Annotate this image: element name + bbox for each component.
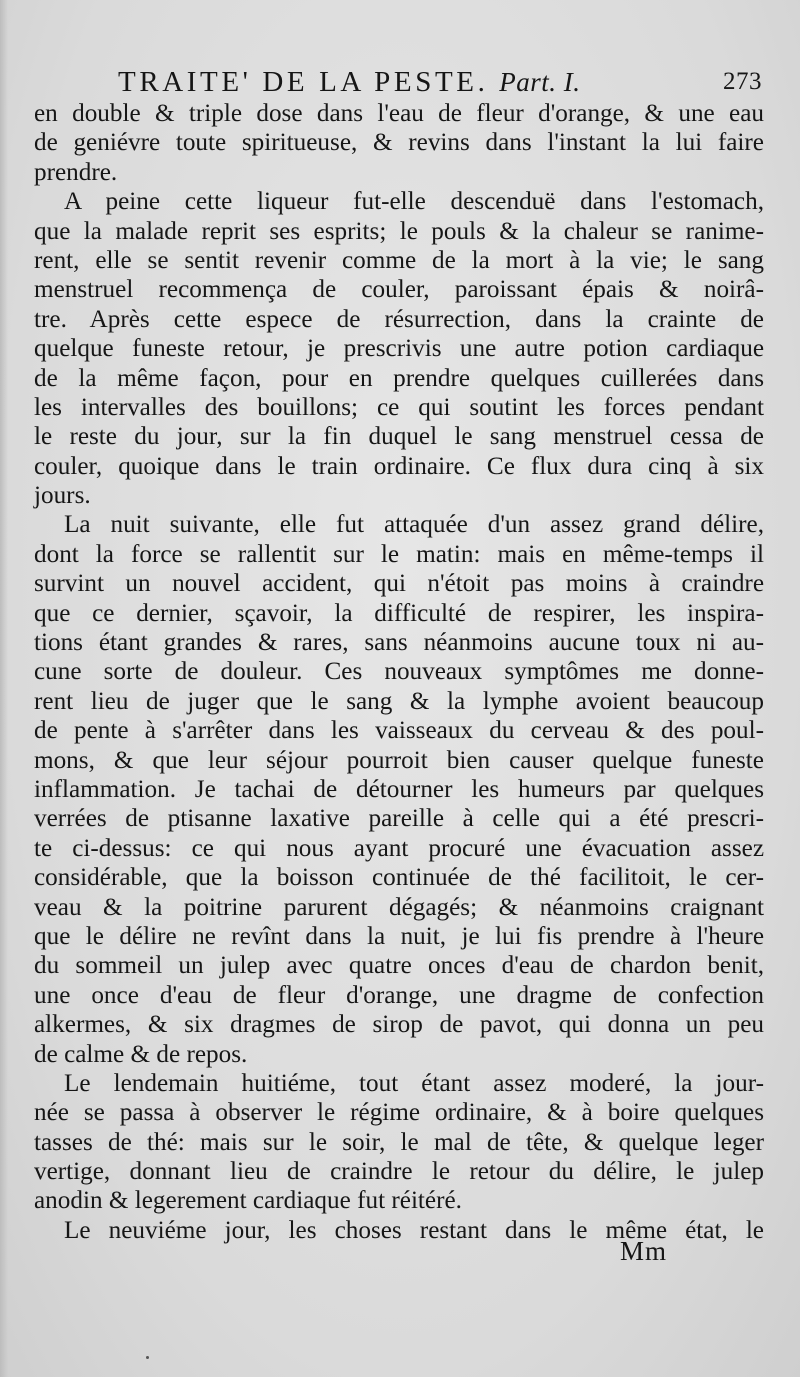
running-head <box>118 62 768 102</box>
text-line: de geniévre toute spiritueuse, & revins dans l'instant la lui faire <box>34 129 764 157</box>
text-line: rent lieu de juger que le sang & la lymphe avoient beaucoup <box>34 687 764 715</box>
text-line: veau & la poitrine parurent dégagés; & néanmoins craignant <box>34 893 764 921</box>
text-line: considérable, que la boisson continuée de thé facilitoit, le cer- <box>34 864 764 892</box>
text-line: verrées de ptisanne laxative pareille à celle qui a été prescri- <box>34 805 764 833</box>
text-line: couler, quoique dans le train ordinaire. Ce flux dura cinq à six <box>34 452 764 480</box>
text-line: alkermes, & six dragmes de sirop de pavot, qui donna un peu <box>34 1011 764 1039</box>
text-line: jours. <box>34 482 91 510</box>
text-line: A peine cette liqueur fut-elle descenduë dans l'estomach, <box>64 188 764 216</box>
text-line: du sommeil un julep avec quatre onces d'eau de chardon benit, <box>34 952 764 980</box>
text-line: vertige, donnant lieu de craindre le retour du délire, le julep <box>34 1158 764 1186</box>
text-line: survint un nouvel accident, qui n'étoit pas moins à craindre <box>34 570 764 598</box>
text-line: Le lendemain huitiéme, tout étant assez moderé, la jour- <box>64 1069 764 1097</box>
print-speck <box>146 1356 149 1359</box>
text-line: prendre. <box>34 158 118 186</box>
text-line: anodin & legerement cardiaque fut réitéré. <box>34 1187 462 1215</box>
text-line: le reste du jour, sur la fin duquel le sang menstruel cessa de <box>34 423 764 451</box>
text-line: que ce dernier, sçavoir, la difficulté de respirer, les inspira- <box>34 599 764 627</box>
text-line: que le délire ne revînt dans la nuit, je lui fis prendre à l'heure <box>34 922 764 950</box>
text-line: rent, elle se sentit revenir comme de la mort à la vie; le sang <box>34 246 764 274</box>
text-line: dont la force se rallentit sur le matin: mais en même-temps il <box>34 540 764 568</box>
text-line: tasses de thé: mais sur le soir, le mal de tête, & quelque leger <box>34 1128 764 1156</box>
running-head-part: Part. I. <box>499 67 581 97</box>
page-number: 273 <box>723 68 762 95</box>
running-head-title: TRAITE' DE LA PESTE. <box>118 66 489 98</box>
body-text <box>34 99 764 1245</box>
text-line: te ci-dessus: ce qui nous ayant procuré une évacuation assez <box>34 834 764 862</box>
text-line: née se passa à observer le régime ordinaire, & à boire quelques <box>34 1099 764 1127</box>
text-line: les intervalles des bouillons; ce qui soutint les forces pendant <box>34 393 764 421</box>
text-line: de calme & de repos. <box>34 1040 248 1068</box>
text-line: une once d'eau de fleur d'orange, une dragme de confection <box>34 981 764 1009</box>
text-line: Le neuviéme jour, les choses restant dans le même état, le <box>64 1216 764 1244</box>
text-line: de pente à s'arrêter dans les vaisseaux du cerveau & des poul- <box>34 717 764 745</box>
text-line: que la malade reprit ses esprits; le pouls & la chaleur se ranime- <box>34 217 764 245</box>
text-line: de la même façon, pour en prendre quelques cuillerées dans <box>34 364 764 392</box>
text-line: tions étant grandes & rares, sans néanmoins aucune toux ni au- <box>34 629 764 657</box>
text-line: La nuit suivante, elle fut attaquée d'un assez grand délire, <box>64 511 764 539</box>
text-line: quelque funeste retour, je prescrivis une autre potion cardiaque <box>34 335 764 363</box>
page-gutter-shadow <box>0 0 8 1377</box>
text-line: en double & triple dose dans l'eau de fleur d'orange, & une eau <box>34 100 764 127</box>
catchword: Mm <box>620 1236 668 1266</box>
text-line: tre. Après cette espece de résurrection, dans la crainte de <box>34 305 764 333</box>
text-line: menstruel recommença de couler, paroissant épais & noirâ- <box>34 276 764 304</box>
text-line: cune sorte de douleur. Ces nouveaux symptômes me donne- <box>34 658 764 686</box>
text-line: mons, & que leur séjour pourroit bien causer quelque funeste <box>34 746 764 774</box>
text-line: inflammation. Je tachai de détourner les humeurs par quelques <box>34 775 764 803</box>
